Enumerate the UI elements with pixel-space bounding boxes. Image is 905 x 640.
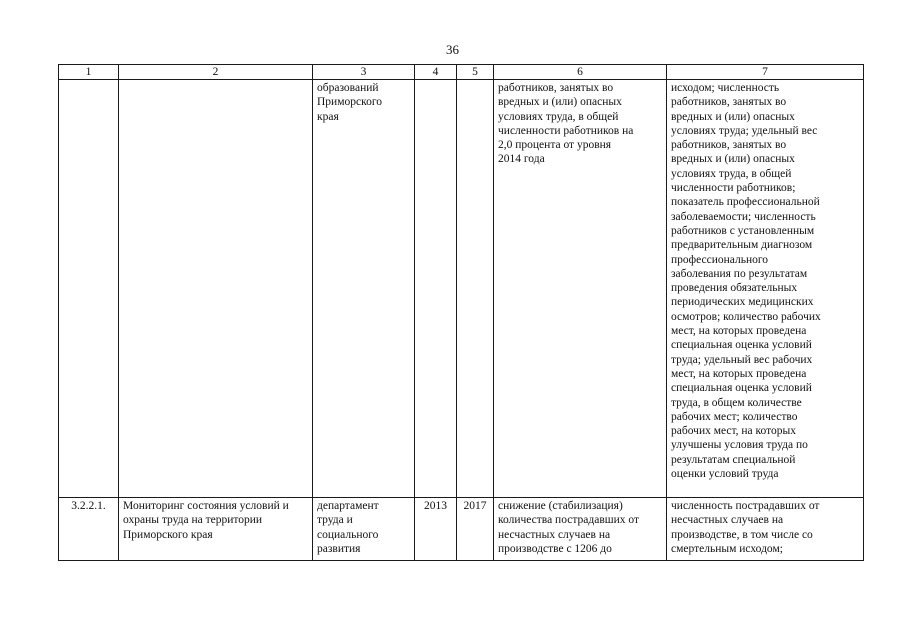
cell-measure-name: Мониторинг состояния условий и охраны труда на территории Приморского края <box>119 498 313 561</box>
cell-expected-result: работников, занятых во вредных и (или) опасных условиях труда, в общей численности работников на 2,0 процента от уровня 2014 года <box>494 80 667 498</box>
column-header-3: 3 <box>313 65 415 80</box>
cell-end-year: 2017 <box>457 498 494 561</box>
table-header-row <box>59 65 864 80</box>
page-number: 36 <box>446 42 459 57</box>
column-header-4: 4 <box>415 65 457 80</box>
cell-expected-result: снижение (стабилизация) количества пострадавших от несчастных случаев на производстве с 1206 до <box>494 498 667 561</box>
program-measures-table <box>58 64 864 561</box>
column-header-7: 7 <box>667 65 864 80</box>
column-header-1: 1 <box>59 65 119 80</box>
table-row <box>59 498 864 561</box>
cell-executor: департамент труда и социального развития <box>313 498 415 561</box>
cell-indicators: исходом; численность работников, занятых во вредных и (или) опасных условиях труда; удельный вес работников, занятых во вредных и (или) опасных условиях труда, в общей численности работников; показатель профессиональной заболеваемости; численность работников с установленным предварительным диагнозом профессионального заболевания по результатам проведения обязательных периодических медицинских осмотров; количество рабочих мест, на которых проведена специальная оценка условий труда; удельный вес рабочих мест, на которых проведена специальная оценка условий труда, в общем количестве рабочих мест; количество рабочих мест, на которых улучшены условия труда по результатам специальной оценки условий труда <box>667 80 864 498</box>
column-header-5: 5 <box>457 65 494 80</box>
cell-start-year <box>415 80 457 498</box>
cell-item-number: 3.2.2.1. <box>59 498 119 561</box>
table-row <box>59 80 864 498</box>
cell-measure-name <box>119 80 313 498</box>
cell-executor: образований Приморского края <box>313 80 415 498</box>
cell-start-year: 2013 <box>415 498 457 561</box>
cell-item-number <box>59 80 119 498</box>
cell-end-year <box>457 80 494 498</box>
column-header-2: 2 <box>119 65 313 80</box>
column-header-6: 6 <box>494 65 667 80</box>
cell-indicators: численность пострадавших от несчастных случаев на производстве, в том числе со смертельным исходом; <box>667 498 864 561</box>
